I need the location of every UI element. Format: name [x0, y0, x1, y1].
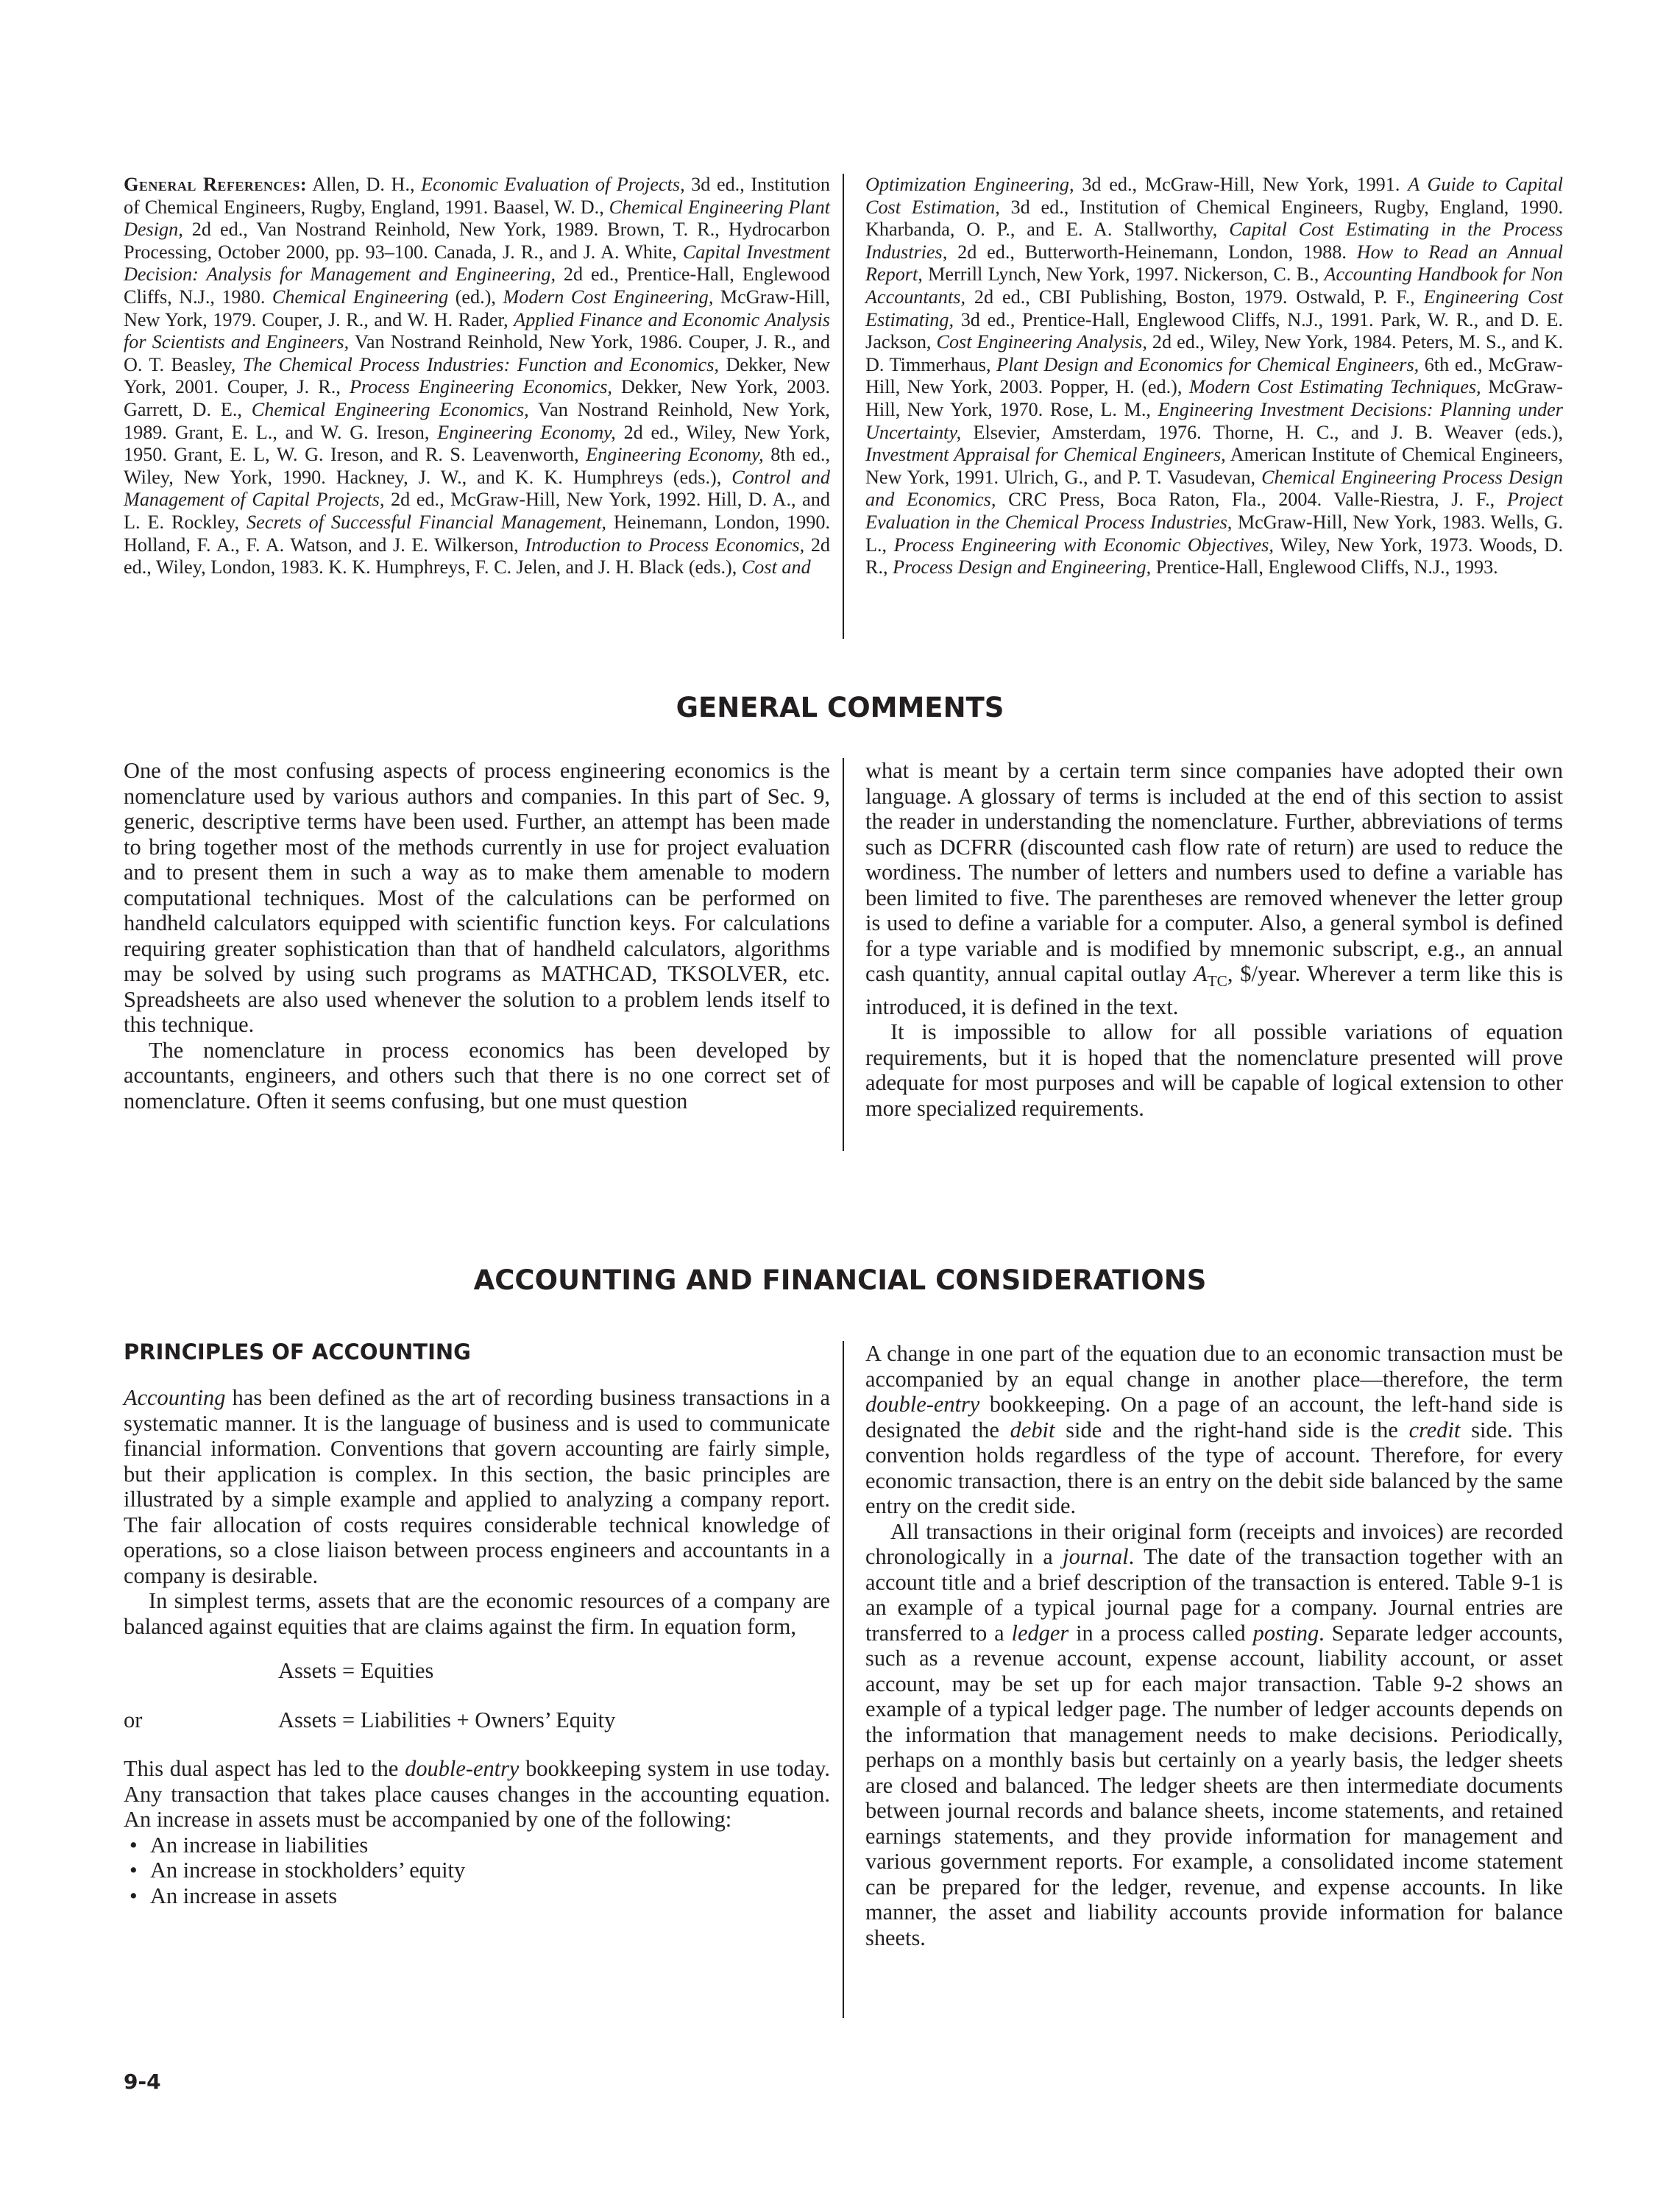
- comments-right-paragraph-2: It is impossible to allow for all possible variations of equation requirements, but it is hoped that the nomenclature presented will prove adequate for most purposes and will be capable of logical extension to other more specialized requirements.: [865, 1019, 1563, 1121]
- comments-left-paragraph-2: The nomenclature in process economics has been developed by accountants, engineers, and others such that there is no one correct set of nomenclature. Often it seems confusing, but one must question: [124, 1037, 830, 1114]
- accounting-right-paragraph-1: A change in one part of the equation due to an economic transaction must be accompanied by an equal change in another place—therefore, the term double-entry bookkeeping. On a page of an account, the left-hand side is designated the debit side and the right-hand side is the credit side. This convention holds regardless of the type of account. Therefore, for every economic transaction, there is an entry on the debit side balanced by the same entry on the credit side.: [865, 1341, 1563, 1518]
- column-rule-references: [843, 174, 844, 639]
- accounting-left-column: [124, 1385, 830, 1908]
- equation-2-text: Assets = Liabilities + Owners’ Equity: [278, 1707, 616, 1732]
- accounting-left-paragraph-2: In simplest terms, assets that are the economic resources of a company are balanced against equities that are claims against the firm. In equation form,: [124, 1588, 830, 1639]
- page-number: 9-4: [124, 2070, 161, 2094]
- equation-2: [124, 1707, 830, 1733]
- accounting-left-paragraph-1: Accounting has been defined as the art of recording business transactions in a systematic manner. It is the language of business and is used to communicate financial information. Conventions that govern accounting are fairly simple, but their application is complex. In this section, the basic principles are illustrated by a simple example and applied to analyzing a company report. The fair allocation of costs requires considerable technical knowledge of operations, so a close liaison between process engineers and accountants in a company is desirable.: [124, 1385, 830, 1588]
- comments-right-paragraph-1: what is meant by a certain term since companies have adopted their own language. A glossary of terms is included at the end of this section to assist the reader in understanding the nomenclature. Further, abbreviations of terms such as DCFRR (discounted cash flow rate of return) are used to reduce the wordiness. The number of letters and numbers used to define a variable has been limited to five. The parentheses are removed whenever the letter group is used to define a variable for a computer. Also, a general symbol is defined for a type variable and is modified by mnemonic subscript, e.g., an annual cash quantity, annual capital outlay $A_{TC}$, $/year. Wherever a term like this is introduced, it is defined in the text.: [865, 758, 1563, 1019]
- references-right-column: [865, 174, 1563, 579]
- general-comments-heading: GENERAL COMMENTS: [676, 692, 1004, 723]
- references-left-text: Allen, D. H., Economic Evaluation of Projects, 3d ed., Institution of Chemical Engineers, Rugby, England, 1991. Baasel, W. D., Chemical Engineering Plant Design, 2d ed., Van Nostrand Reinhold, New York, 1989. Brown, T. R., Hydrocarbon Processing, October 2000, pp. 93–100. Canada, J. R., and J. A. White, Capital Investment Decision: Analysis for Management and Engineering, 2d ed., Prentice-Hall, Englewood Cliffs, N.J., 1980. Chemical Engineering (ed.), Modern Cost Engineering, McGraw-Hill, New York, 1979. Couper, J. R., and W. H. Rader, Applied Finance and Economic Analysis for Scientists and Engineers, Van Nostrand Reinhold, New York, 1986. Couper, J. R., and O. T. Beasley, The Chemical Process Industries: Function and Economics, Dekker, New York, 2001. Couper, J. R., Process Engineering Economics, Dekker, New York, 2003. Garrett, D. E., Chemical Engineering Economics, Van Nostrand Reinhold, New York, 1989. Grant, E. L., and W. G. Ireson, Engineering Economy, 2d ed., Wiley, New York, 1950. Grant, E. L, W. G. Ireson, and R. S. Leavenworth, Engineering Economy, 8th ed., Wiley, New York, 1990. Hackney, J. W., and K. K. Humphreys (eds.), Control and Management of Capital Projects, 2d ed., McGraw-Hill, New York, 1992. Hill, D. A., and L. E. Rockley, Secrets of Successful Financial Management, Heinemann, London, 1990. Holland, F. A., F. A. Watson, and J. E. Wilkerson, Introduction to Process Economics, 2d ed., Wiley, London, 1983. K. K. Humphreys, F. C. Jelen, and J. H. Black (eds.), Cost and: [124, 174, 830, 578]
- bullet-item: • An increase in assets: [124, 1883, 830, 1909]
- equation-1-text: Assets = Equities: [278, 1658, 434, 1683]
- bullet-item: • An increase in liabilities: [124, 1833, 830, 1858]
- comments-left-paragraph-1: One of the most confusing aspects of process engineering economics is the nomenclature used by various authors and companies. In this part of Sec. 9, generic, descriptive terms have been used. Further, an attempt has been made to bring together most of the methods currently in use for project evaluation and to present them in such a way as to make them amenable to modern computational techniques. Most of the calculations can be performed on handheld calculators equipped with scientific function keys. For calculations requiring greater sophistication than that of handheld calculators, algorithms may be solved by using such programs as MATHCAD, TKSOLVER, etc. Spreadsheets are also used whenever the solution to a problem lends itself to this technique.: [124, 758, 830, 1037]
- equation-1: [124, 1658, 830, 1684]
- column-rule-accounting: [843, 1341, 844, 2018]
- references-right-text: Optimization Engineering, 3d ed., McGraw-Hill, New York, 1991. A Guide to Capital Cost Estimation, 3d ed., Institution of Chemical Engineers, Rugby, England, 1990. Kharbanda, O. P., and E. A. Stallworthy, Capital Cost Estimating in the Process Industries, 2d ed., Butterworth-Heinemann, London, 1988. How to Read an Annual Report, Merrill Lynch, New York, 1997. Nickerson, C. B., Accounting Handbook for Non Accountants, 2d ed., CBI Publishing, Boston, 1979. Ostwald, P. F., Engineering Cost Estimating, 3d ed., Prentice-Hall, Englewood Cliffs, N.J., 1991. Park, W. R., and D. E. Jackson, Cost Engineering Analysis, 2d ed., Wiley, New York, 1984. Peters, M. S., and K. D. Timmerhaus, Plant Design and Economics for Chemical Engineers, 6th ed., McGraw-Hill, New York, 2003. Popper, H. (ed.), Modern Cost Estimating Techniques, McGraw-Hill, New York, 1970. Rose, L. M., Engineering Investment Decisions: Planning under Uncertainty, Elsevier, Amsterdam, 1976. Thorne, H. C., and J. B. Weaver (eds.), Investment Appraisal for Chemical Engineers, American Institute of Chemical Engineers, New York, 1991. Ulrich, G., and P. T. Vasudevan, Chemical Engineering Process Design and Economics, CRC Press, Boca Raton, Fla., 2004. Valle-Riestra, J. F., Project Evaluation in the Chemical Process Industries, McGraw-Hill, New York, 1983. Wells, G. L., Process Engineering with Economic Objectives, Wiley, New York, 1973. Woods, D. R., Process Design and Engineering, Prentice-Hall, Englewood Cliffs, N.J., 1993.: [865, 174, 1564, 578]
- accounting-right-paragraph-2: All transactions in their original form (receipts and invoices) are recorded chronologically in a journal. The date of the transaction together with an account title and a brief description of the transaction is entered. Table 9-1 is an example of a typical journal page for a company. Journal entries are transferred to a ledger in a process called posting. Separate ledger accounts, such as a revenue account, expense account, liability account, or asset account, may be set up for each major transaction. Table 9-2 shows an example of a typical ledger page. The number of ledger accounts depends on the information that management needs to make decisions. Periodically, perhaps on a monthly basis but certainly on a yearly basis, the ledger sheets are closed and balanced. The ledger sheets are then intermediate documents between journal records and balance sheets, income statements, and retained earnings statements, and they provide information for management and various government reports. For example, a consolidated income statement can be prepared for the ledger, revenue, and expense accounts. In like manner, the asset and liability accounts provide information for balance sheets.: [865, 1518, 1564, 1950]
- principles-subheading: PRINCIPLES OF ACCOUNTING: [124, 1339, 471, 1364]
- general-references-label: General References:: [124, 174, 308, 195]
- comments-right-column: [865, 758, 1563, 1121]
- equation-2-lead: or: [124, 1707, 143, 1732]
- references-left-column: [124, 174, 830, 579]
- accounting-heading: ACCOUNTING AND FINANCIAL CONSIDERATIONS: [473, 1264, 1207, 1296]
- accounting-left-paragraph-3: This dual aspect has led to the double-entry bookkeeping system in use today. Any transaction that takes place causes changes in the accounting equation. An increase in assets must be accompanied by one of the following:: [124, 1756, 831, 1832]
- comments-left-column: [124, 758, 830, 1114]
- accounting-right-column: [865, 1341, 1563, 1950]
- column-rule-comments: [843, 758, 844, 1151]
- bullet-item: • An increase in stockholders’ equity: [124, 1858, 830, 1883]
